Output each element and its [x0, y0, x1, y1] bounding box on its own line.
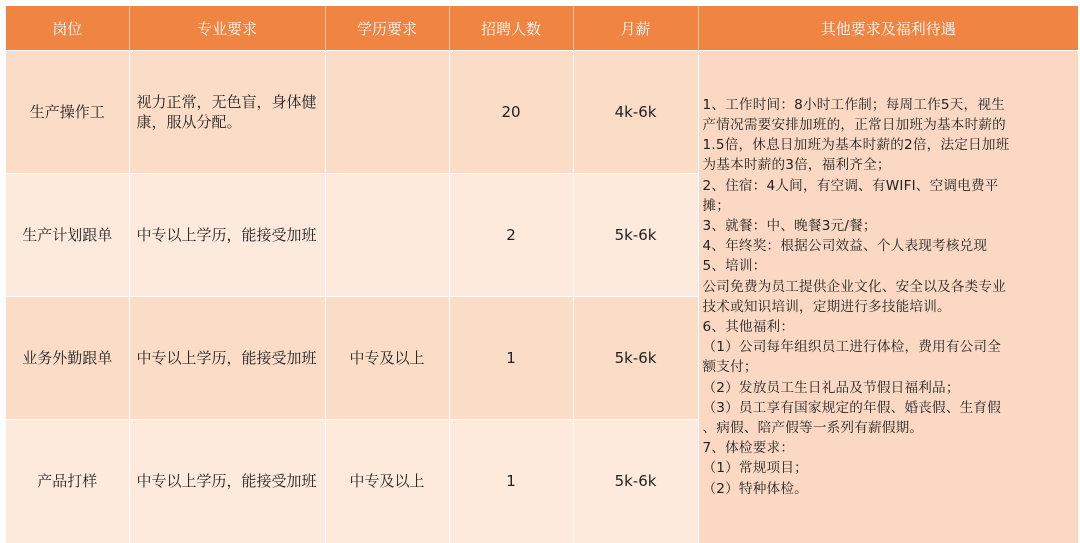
cell-major-req: 中专以上学历，能接受加班 [129, 297, 325, 420]
benefit-line: （2）发放员工生日礼品及节假日福利品； [702, 379, 960, 396]
cell-headcount: 1 [449, 297, 573, 420]
header-row [6, 6, 1078, 51]
cell-education: 中专及以上 [325, 297, 449, 420]
header-position: 岗位 [6, 6, 129, 51]
cell-salary: 5k-6k [573, 297, 698, 420]
benefit-line: 摊； [702, 197, 731, 214]
benefit-line: 产情况需要安排加班的，正常日加班为基本时薪的 [702, 116, 1006, 133]
benefit-line: 公司免费为员工提供企业文化、安全以及各类专业 [702, 278, 1006, 295]
cell-salary: 5k-6k [573, 420, 698, 543]
cell-major-req: 中专以上学历，能接受加班 [129, 420, 325, 543]
header-education: 学历要求 [325, 6, 449, 51]
header-benefits: 其他要求及福利待遇 [698, 6, 1078, 51]
benefit-line: 2、住宿：4人间，有空调、有WIFI、空调电费平 [702, 177, 999, 194]
table-row [6, 51, 1078, 174]
header-headcount: 招聘人数 [449, 6, 573, 51]
cell-headcount: 2 [449, 174, 573, 297]
benefit-line: 4、年终奖：根据公司效益、个人表现考核兑现 [702, 238, 988, 255]
benefit-line: （2）特种体检。 [702, 480, 808, 497]
cell-major-req: 中专以上学历，能接受加班 [129, 174, 325, 297]
cell-position: 业务外勤跟单 [6, 297, 129, 420]
benefit-line: 额支付； [702, 359, 758, 376]
cell-education [325, 174, 449, 297]
jobs-table [6, 6, 1078, 543]
cell-education [325, 51, 449, 174]
cell-headcount: 1 [449, 420, 573, 543]
cell-salary: 5k-6k [573, 174, 698, 297]
cell-headcount: 20 [449, 51, 573, 174]
benefits-cell [698, 51, 1078, 543]
benefit-line: 1、工作时间：8小时工作制；每周工作5天，视生 [702, 96, 1005, 113]
cell-position: 产品打样 [6, 420, 129, 543]
header-major-req: 专业要求 [129, 6, 325, 51]
cell-salary: 4k-6k [573, 51, 698, 174]
benefit-line: 5、培训： [702, 258, 767, 275]
benefit-line: 1.5倍，休息日加班为基本时薪的2倍，法定日加班 [702, 137, 1010, 154]
benefit-line: 3、就餐：中、晚餐3元/餐； [702, 217, 877, 234]
cell-education: 中专及以上 [325, 420, 449, 543]
benefit-line: 6、其他福利： [702, 318, 795, 335]
benefit-line: 、病假、陪产假等一系列有薪假期。 [702, 419, 924, 436]
benefit-line: 为基本时薪的3倍，福利齐全； [702, 157, 891, 174]
header-salary: 月薪 [573, 6, 698, 51]
cell-position: 生产计划跟单 [6, 174, 129, 297]
benefit-line: （1）常规项目； [702, 460, 808, 477]
benefit-line: （3）员工享有国家规定的年假、婚丧假、生育假 [702, 399, 1002, 416]
benefit-line: （1）公司每年组织员工进行体检，费用有公司全 [702, 339, 1002, 356]
benefit-line: 技术或知识培训，定期进行多技能培训。 [702, 298, 951, 315]
cell-position: 生产操作工 [6, 51, 129, 174]
benefit-line: 7、体检要求： [702, 440, 795, 457]
cell-major-req: 视力正常，无色盲，身体健康，服从分配。 [129, 51, 325, 174]
